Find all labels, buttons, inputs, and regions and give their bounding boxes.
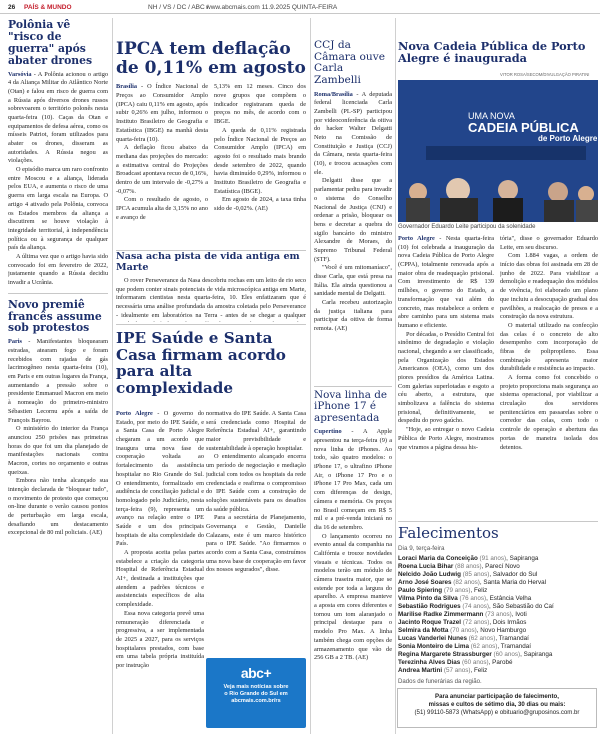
obituary-age: (70 anos) xyxy=(450,626,477,634)
prison-column-1: Porto Alegre - Nesta quarta-feira (10) foi celebrada a inauguração da nova Cadeia Pública de Porto Alegre (CPPA), totalmente renovada após a maior obra de readequação prisional. Com investimento de R$ 139 milhões, o governo do Estado, a transformação que vai além do concreto, mas restabelece a ordem e abre caminho para um sistema mais humano e eficiente. Por décadas, o Presídio Central foi sinônimo de degradação e violação nacional, chegando a ser classificado, pela Organização dos Estados Americanos (OEA), como um dos piores presídios da América Latina. Com galerias superlotadas e esgoto a céu aberto, a estrutura, que simbolizava a falência do sistema prisional, definitivamente, se despediu do povo gaúcho. "Hoje, ao entregar o novo Cadeia Pública de Porto Alegre, mostramos que viramos a página dessa his- xyxy=(398,235,494,451)
obituary-place: , Sapiranga xyxy=(506,554,539,562)
dateline-prison: Porto Alegre xyxy=(398,235,435,242)
obituary-place: , Parecí Novo xyxy=(481,562,520,570)
obituary-name: Marilise Radke Zimmermann xyxy=(398,610,484,618)
list-item xyxy=(398,659,598,667)
obituary-name: Lucas Vanderlei Nunes xyxy=(398,634,467,642)
obituary-age: (76 anos) xyxy=(459,594,487,602)
column-world-news xyxy=(8,19,108,734)
obituary-age: (82 anos) xyxy=(453,578,480,586)
headline-poland: Polônia vê "risco de guerra" após abater drones xyxy=(8,19,93,67)
dateline-france: Paris xyxy=(8,338,22,346)
divider xyxy=(116,324,306,325)
divider xyxy=(112,18,113,734)
site-and-date: www.abcmais.com 11.9.2025 QUINTA-FEIRA xyxy=(206,4,338,11)
obituary-place: , São Sebastião do Caí xyxy=(489,602,554,610)
article-iphone: Nova linha de iPhone 17 é apresentada Cupertino - A Apple apresentou na terça-feira (9) a nova linha de iPhones. Ao todo, são quatro modelos: o iPhone 17, o ultrafino iPhone Air, o iPhone 17 Pro e o iPhone 17 Pro Max, cada um com diferenças de design, câmera e memória. Os preços no Brasil começam em R$ 5 mil e a pré-venda iniciará no dia 16 de setembro. O lançamento ocorreu no evento anual da companhia na Califórnia e trouxe novidades visuais e técnicas. Todos os modelos terão um módulo de câmera traseira maior, que se estende por toda a largura do aparelho. A empresa manteve a aposta em cores diferentes e tornou um tom alaranjado o principal destaque para o modelo Pro Max. A linha também chega com opções de armazenamento que vão de 256 GB a 2 TB. (AE) xyxy=(314,390,392,662)
headline-nasa: Nasa acha pista de vida antiga em Marte xyxy=(116,252,300,273)
headline-ipe-saude: IPE Saúde e Santa Casa firmam acordo para alta complexidade xyxy=(116,330,286,398)
list-item xyxy=(398,587,598,595)
brand-logo: abc+ xyxy=(240,665,272,681)
obituary-age: (74 anos) xyxy=(462,602,489,610)
obituary-age: (73 anos) xyxy=(485,610,512,618)
list-item xyxy=(398,563,598,571)
divider xyxy=(398,521,598,522)
obituaries-footer: Dados de funerárias da região. xyxy=(398,678,482,685)
list-item xyxy=(398,651,598,659)
obituary-age: (88 anos) xyxy=(455,562,482,570)
headline-iphone: Nova linha de iPhone 17 é apresentada xyxy=(314,390,388,424)
page-number: 26 xyxy=(8,4,16,11)
headline-prison: Nova Cadeia Pública de Porto Alegre é inaugurada xyxy=(398,40,586,66)
obituary-age: (62 anos) xyxy=(468,634,496,642)
dateline-ccj: Roma/Brasília xyxy=(314,90,353,98)
divider xyxy=(8,293,108,294)
obituary-place: , Estância Velha xyxy=(486,594,532,602)
headline-ipca: IPCA tem deflação de 0,11% em agosto xyxy=(116,40,306,78)
dateline-ipca: Brasília xyxy=(116,83,137,91)
obituary-name: Nelcido João Ludwig xyxy=(398,570,461,578)
obituary-list xyxy=(398,555,598,676)
list-item xyxy=(398,667,598,675)
photo-caption: Governador Eduardo Leite participou da solenidade xyxy=(398,224,536,230)
divider xyxy=(310,18,311,734)
obituary-place: , Dois Irmãos xyxy=(489,618,527,626)
prison-photo xyxy=(398,80,598,222)
ipe-column-1: Porto Alegre - O governo do Estado, por meio do IPE Saúde, e a Santa Casa de Porto Alegre chegaram a um acordo que inaugura uma nova fase de cooperação voltada ao fortalecimento da assistência hospitalar no Rio Grande do Sul. O entendimento, formalizado em audiência de conciliação judicial e homologado pelo Judiciário, nesta terça-feira (9), representa um avanço na relação entre o IPE Saúde e um dos principais hospitais de alta complexidade do País. A proposta aceita pelas partes estabelece a criação da categoria Hospital de Referência Estadual AI+, destinada a instituições que atendem a padrões técnicos e assistenciais específicos de alta complexidade. Essa nova categoria prevê uma remuneração diferenciada e progressiva, a ser implementada de 2025 a 2027, para os serviços hospitalares prestados, com base em uma tabela própria instituída por instrução xyxy=(116,410,204,669)
article-ipca: IPCA tem deflação de 0,11% em agosto Brasília - O Índice Nacional de Preços ao Consumidor Amplo (IPCA) caiu 0,11% em agosto, após subir 0,26% em julho, informou o Instituto Brasileiro de Geografia e Estatística (IBGE) na manhã desta quarta-feira (10). A deflação ficou abaixo da mediana das projeções do mercado: a estimativa central do Projeções Broadcast apontava recuo de 0,16%, dentro de um intervalo de -0,27% a -0,07%. Com o resultado de agosto, o IPCA acumula alta de 3,15% no ano e avanço de 5,13% em 12 meses. Cinco dos nove grupos que compõem o indicador registraram queda de preços no mês, de acordo com o IBGE. A queda de 0,11% registrada pelo Índice Nacional de Preços ao Consumidor Amplo (IPCA) em agosto foi o resultado mais brando desde setembro de 2022, quando havia diminuído 0,29%, informou o Instituto Brasileiro de Geografia e Estatística (IBGE). Em agosto de 2024, a taxa tinha sido de -0,02%. (AE) xyxy=(116,40,306,221)
dateline-iphone: Cupertino xyxy=(314,428,342,436)
obituary-age: (91 anos) xyxy=(479,554,507,562)
obituary-name: Terezinha Alves Dias xyxy=(398,659,461,667)
list-item xyxy=(398,595,598,603)
obituaries-date: Dia 9, terça-feira xyxy=(398,544,445,552)
list-item xyxy=(398,571,598,579)
obituary-place: , Santa Maria do Herval xyxy=(479,578,547,586)
obituary-place: , Salvador do Sul xyxy=(489,570,538,578)
list-item xyxy=(398,579,598,587)
article-nasa: Nasa acha pista de vida antiga em Marte O rover Perseverance da Nasa descobriu rochas em um leito de rio seco que podem conter sinais potenciais de vida microscópica antiga em Marte, informaram cientistas nesta quarta-feira, 10. Eles enfatizaram que é necessária uma análise profundada da amostra coletada pelo Perseverance - idealmente em laboratórios na Terra - antes de se chegar a qualquer xyxy=(116,252,306,319)
obituary-age: (60 anos) xyxy=(493,651,521,659)
obituary-name: Regina Margarete Strassburger xyxy=(398,651,492,659)
obituary-age: (85 anos) xyxy=(462,570,490,578)
obituary-age: (62 anos) xyxy=(470,643,498,651)
list-item xyxy=(398,635,598,643)
obituary-name: Vilma Pinto da Silva xyxy=(398,594,458,602)
promo-link[interactable]: abcmais.com.br/rs xyxy=(231,697,281,704)
dateline-ipe: Porto Alegre xyxy=(116,410,153,417)
divider xyxy=(116,250,306,251)
divider xyxy=(314,386,392,387)
obituary-place: , Tramandaí xyxy=(497,643,531,651)
photo-credit: VITOR ROSA/SECOM/DIVULGAÇÃO PIRATINI xyxy=(500,72,590,77)
ipe-column-2: normativa do IPE Saúde. A Santa Casa será credenciada como Hospital de Referência Estadual AI+, garantindo maior previsibilidade e sustentabilidade à operação hospitalar. O entendimento alcançado encerra um período de negociação e mediação judicial com todos os hospitais da rede credenciada e reafirma o compromisso do IPE Saúde com a construção de soluções sustentáveis para os desafios da saúde pública. Para a secretária de Planejamento, Governança e Gestão, Danielle Calazans, este é um marco histórico para o IPE Saúde. "Ao firmarmos o acordo com a Santa Casa, construímos uma nova base de cooperação em favor dos nossos segurados", disse. xyxy=(206,410,306,574)
obituary-place: , Feliz xyxy=(470,667,488,675)
edition-list: NH / VS / DC / ABC / xyxy=(148,4,209,11)
list-item xyxy=(398,555,598,563)
obituary-age: (57 anos) xyxy=(443,667,471,675)
obituaries xyxy=(398,525,598,685)
list-item xyxy=(398,603,598,611)
obituary-name: Jacinto Roque Trazel xyxy=(398,618,461,626)
list-item xyxy=(398,619,598,627)
obituary-age: (60 anos) xyxy=(462,659,489,667)
promo-box[interactable]: abc+ Veja mais notícias sobre o Rio Grande do Sul em abcmais.com.br/rs xyxy=(206,658,306,728)
obituaries-title: Falecimentos xyxy=(398,525,499,542)
article-france: Paris - Manifestantes bloquearam estradas, atearam fogo e foram recebidos com rajadas de gás lacrimogêneo nesta quarta-feira (10), em Paris e em outras lugares da França, aumentando a pressão sobre o presidente Emmanuel Macron em meio à nomeação do primeiro-ministro Sébastien Lecornu após a saída de François Bayrou. O ministério do interior da França anunciou 250 prisões nas primeiras horas do que foi um dia planejado de manifestações nacionais contra Macron, cortes no orçamento e outras queixas. Embora não tenha alcançado sua intenção declarada de "bloquear tudo", o movimento de protesto que começou on-line durante o verão causou pontos de perturbação em larga escala, desafiando um destacamento excepcional de 80 mil policiais. (AE) xyxy=(8,338,108,537)
obituary-place: , Novo Hamburgo xyxy=(476,626,527,634)
article-poland: Varsóvia - A Polônia acionou o artigo 4 da Aliança Militar do Atlântico Norte (Otan) e falou em risco de guerra com a Rússia após diversos drones russos sobrevoarem o território polonês nesta quarta-feira (10). Caças da Otan e equipamentos de defesa aérea, como os mísseis Patriot, foram utilizados para abater os drones, disseram as autoridades. A Rússia negou as violações. O episódio marca um raro confronto entre Moscou e a aliança, liderada pelos EUA, e aumenta o risco de uma guerra em larga escala na Europa. O artigo 4 ativado pela Polônia, convoca os Estados membros da aliança a discutirem se houve violação à integridade territorial, à independência política ou à segurança de qualquer país da aliança. A última vez que o artigo havia sido convocado foi em fevereiro de 2022, justamente quando a Rússia decidiu invadir a Ucrânia. xyxy=(8,70,108,286)
obituary-name: Andrea Martini xyxy=(398,667,443,675)
obituary-age: (72 anos) xyxy=(462,618,490,626)
obituary-age: (79 anos) xyxy=(443,586,471,594)
obituary-place: , Tramandaí xyxy=(495,634,529,642)
obituary-name: Loraci Maria da Conceição xyxy=(398,554,478,562)
headline-ccj: CCJ da Câmara ouve Carla Zambelli xyxy=(314,40,385,86)
obituary-place: , Sapiranga xyxy=(520,651,553,659)
obituary-name: Sebastião Rodrigues xyxy=(398,602,461,610)
obituary-place: , Parobé xyxy=(488,659,513,667)
obituary-name: Arno José Soares xyxy=(398,578,452,586)
section-name: PAÍS & MUNDO xyxy=(24,4,72,11)
sign-text: UMA NOVA CADEIA PÚBLICA de Porto Alegre xyxy=(468,111,598,144)
dateline-poland: Varsóvia xyxy=(8,70,32,78)
prison-column-2: tória", disse o governador Eduardo Leite, em seu discurso. Com 1.884 vagas, a ordem de início das obras foi assinada em 28 de junho de 2022. Para viabilizar a demolição e readequação dos módulos de vivência, foi elaborado um plano que incluiu a desocupação gradual dos pavilhões, a realocação de presos e a construção da nova estrutura. O material utilizado na confecção das celas é o concreto de alto desempenho com incorporação de fibras de polipropileno. Essa combinação apresenta maior durabilidade e resistência ao impacto. A forma como foi concebido o projeto proporciona mais segurança ao sistema operacional, por viabilizar a circulação dos servidores penitenciários em passarelas sobre o corredor das celas, com todo o controle de operação e abertura das portas de maneira isolada dos detentos. xyxy=(500,235,598,451)
list-item xyxy=(398,627,598,635)
headline-france: Novo premiê francês assume sob protestos xyxy=(8,297,102,335)
contact-info[interactable]: (51) 99110-5873 (WhatsApp) e obituario@gruposinos.com.br xyxy=(414,709,580,717)
obituary-place: , Ivoti xyxy=(511,610,527,618)
obituary-name: Paulo Spiering xyxy=(398,586,443,594)
obituary-name: Selmira da Motta xyxy=(398,626,449,634)
obituary-place: , Feliz xyxy=(470,586,488,594)
list-item xyxy=(398,611,598,619)
article-ccj: CCJ da Câmara ouve Carla Zambelli Roma/Brasília - A deputada federal licenciada Carla Zambelli (PL-SP) participou por videoconferência da oitiva do hacker Walter Delgatti Neto na Comissão de Constituição e Justiça (CCJ) da Câmara, nesta quarta-feira (10), e trocou acusações com ele. Delgatti disse que a parlamentar pediu para invadir o sistema do Conselho Nacional de Justiça (CNJ) e ordenar a prisão, bloquear os bens e decretar a quebra do sigilo bancário do ministro Alexandre de Moraes, do Supremo Tribunal Federal (STF). "Você é um mitomaníaco", disse Carla, que está presa na Itália. Ela ainda questionou a sanidade mental de Delgatti. Carla recebeu autorização da justiça italiana para participar da oitiva de forma remota. (AE) xyxy=(314,40,392,333)
obituary-name: Sonia Monteiro de Lima xyxy=(398,643,470,651)
prison-scene xyxy=(398,80,598,222)
obituary-name: Roena Lucia Bihar xyxy=(398,562,454,570)
divider xyxy=(395,18,396,734)
notice-box: Para anunciar participação de falecimento, missas e cultos de sétimo dia, 30 dias ou mais: (51) 99110-5873 (WhatsApp) e obituario@gruposinos.com.br xyxy=(397,688,597,728)
list-item xyxy=(398,643,598,651)
article-ipe-saude xyxy=(116,330,306,414)
page-header-bar xyxy=(0,0,600,14)
